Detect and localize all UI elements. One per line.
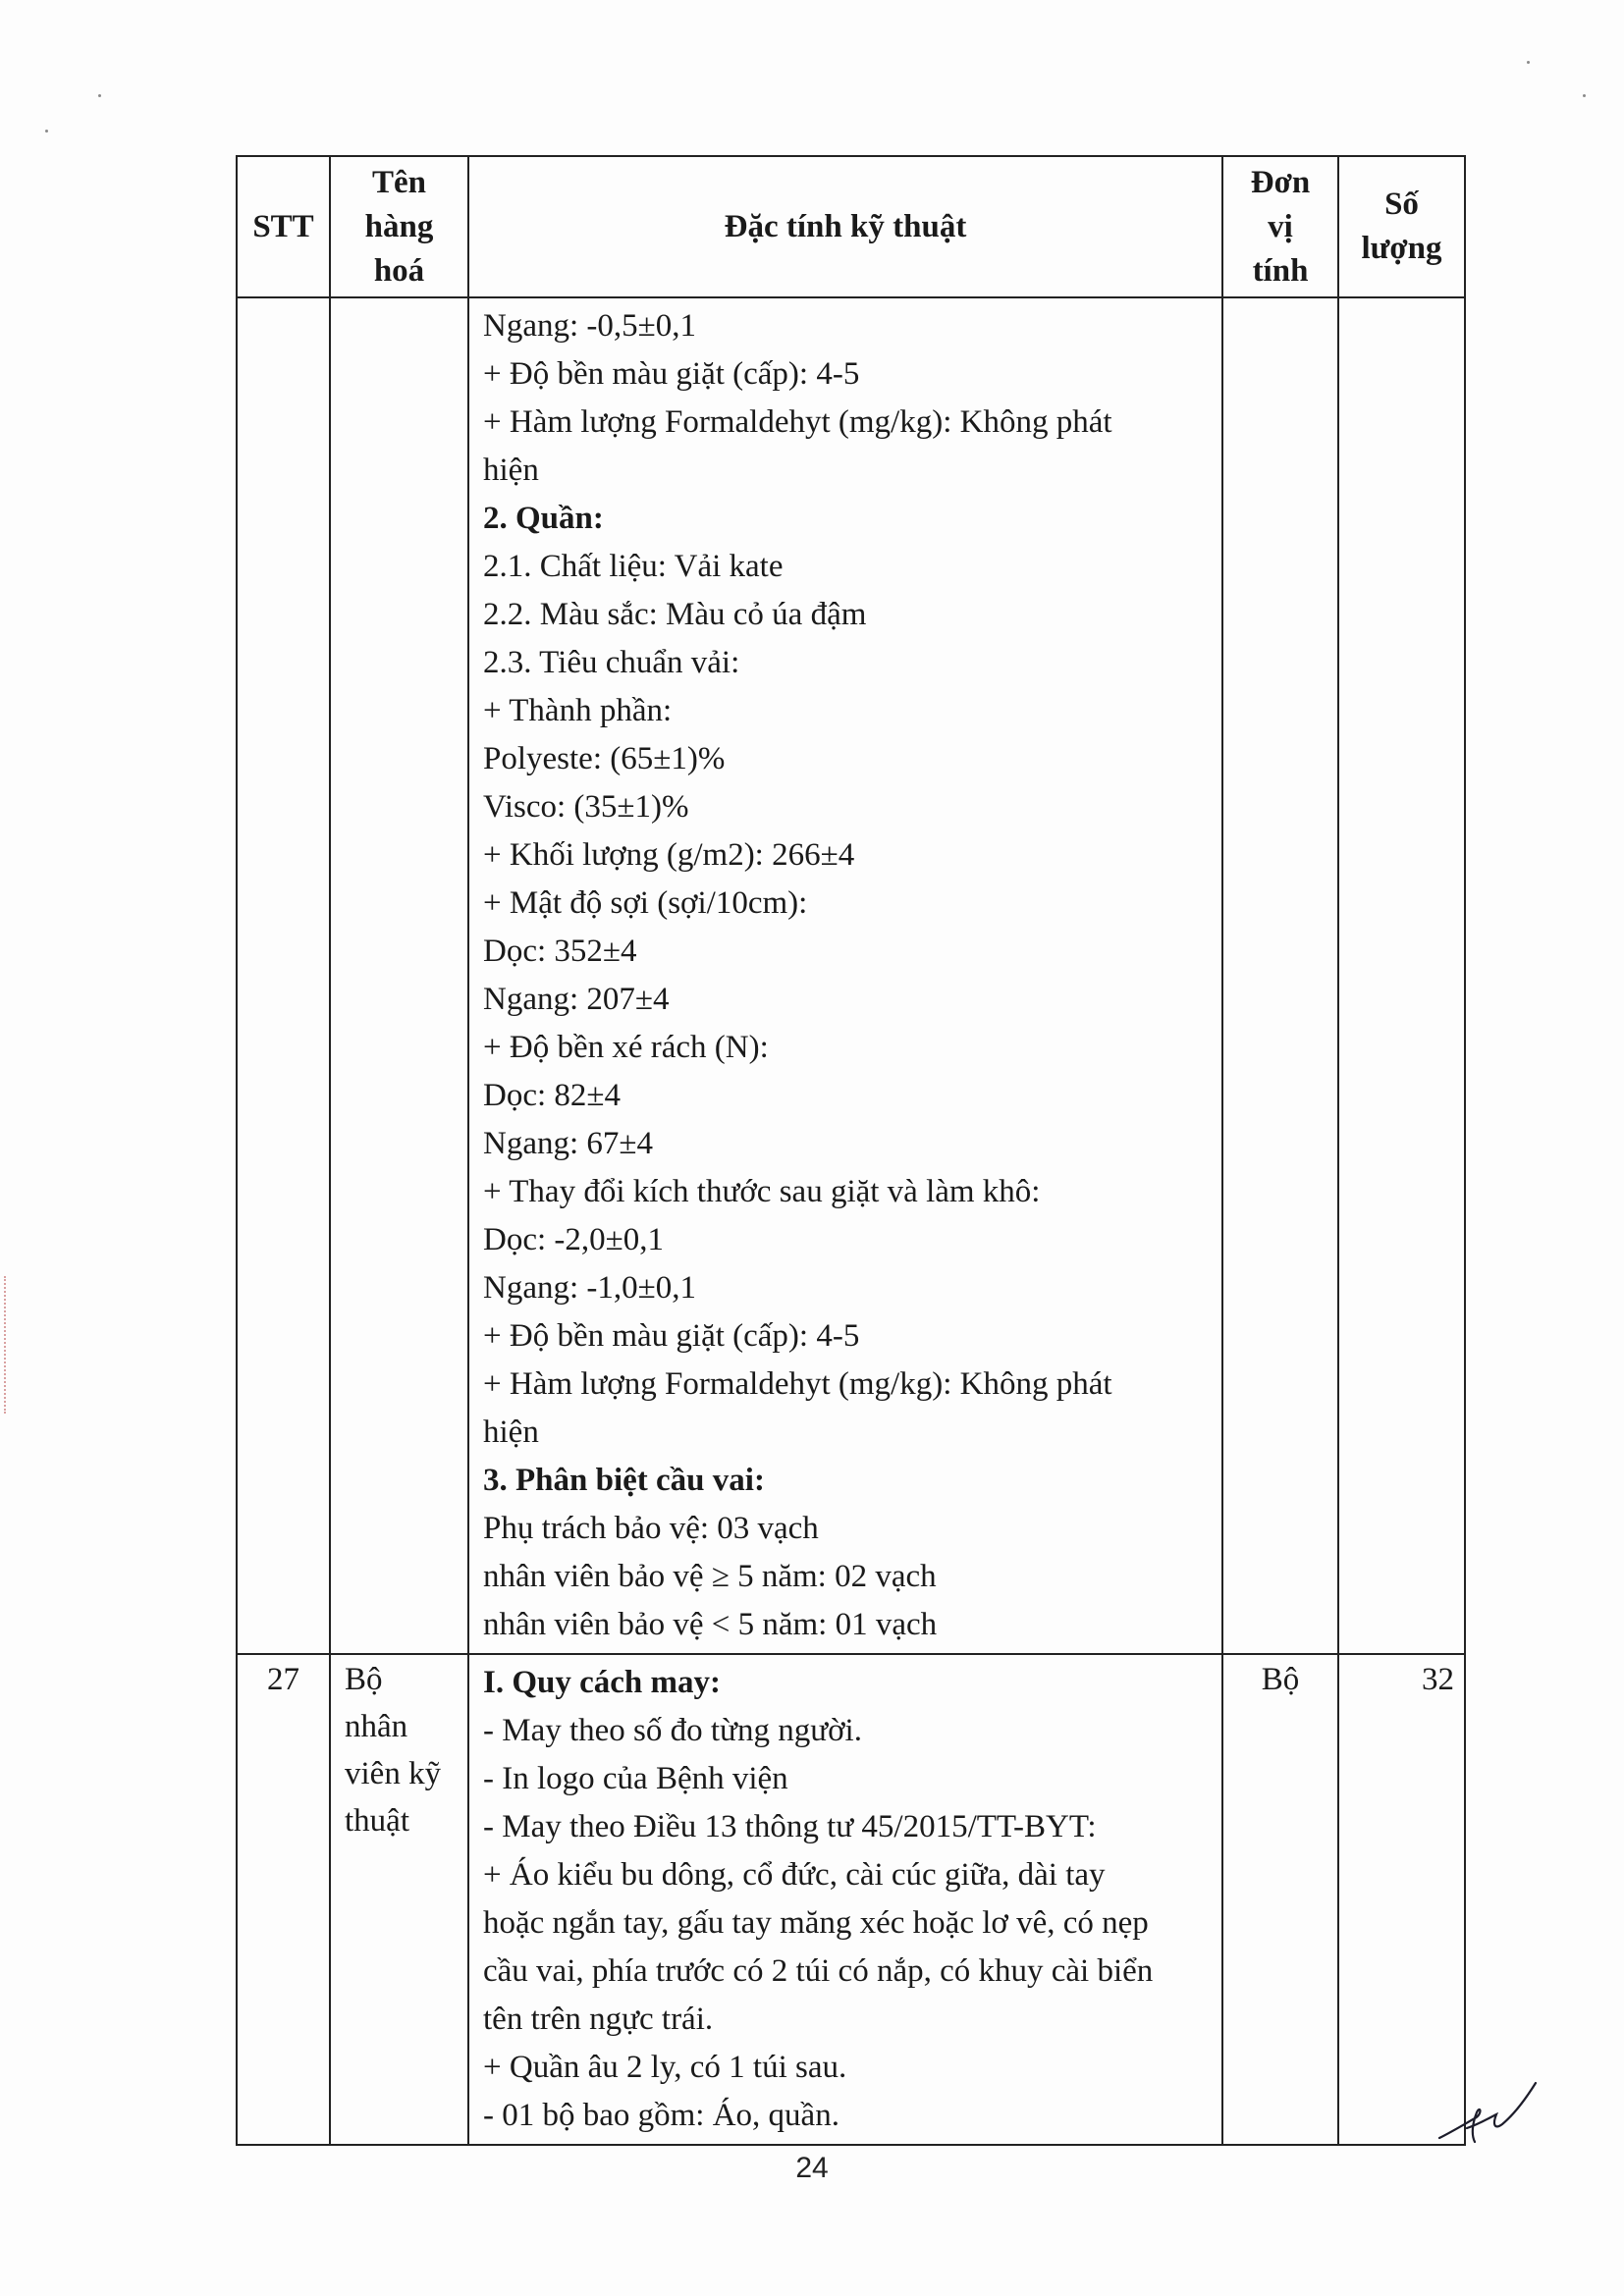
- header-item-name-line: hàng: [364, 208, 434, 244]
- scan-speck: [45, 130, 48, 133]
- spec-line: Dọc: 352±4: [483, 934, 637, 969]
- header-item-name-line: hoá: [373, 252, 425, 289]
- spec-line: 2.1. Chất liệu: Vải kate: [483, 549, 784, 584]
- spec-line: hiện: [483, 1415, 539, 1450]
- spec-line: Ngang: 207±4: [483, 982, 670, 1017]
- cell-stt: [237, 297, 330, 1654]
- cell-quantity: [1338, 297, 1465, 1654]
- spec-line: + Khối lượng (g/m2): 266±4: [483, 837, 855, 873]
- spec-line: Ngang: 67±4: [483, 1126, 654, 1161]
- spec-line: + Độ bền xé rách (N):: [483, 1030, 769, 1065]
- cell-item-name: [330, 297, 468, 1654]
- spec-line: + Hàm lượng Formaldehyt (mg/kg): Không phát: [483, 1366, 1112, 1402]
- header-unit-line: Đơn: [1250, 164, 1311, 200]
- spec-line: 2.2. Màu sắc: Màu cỏ úa đậm: [483, 597, 867, 632]
- handwritten-initials-signature: [1432, 2069, 1540, 2158]
- scan-speck: [1583, 94, 1586, 97]
- cell-technical-spec: [468, 1654, 1222, 2145]
- header-technical-spec: Đặc tính kỹ thuật: [468, 156, 1222, 297]
- spec-line: Ngang: -1,0±0,1: [483, 1270, 696, 1306]
- spec-line: tên trên ngực trái.: [483, 2002, 714, 2037]
- spec-line: - May theo số đo từng người.: [483, 1713, 862, 1748]
- header-quantity-line: Số: [1384, 187, 1419, 222]
- spec-line: hoặc ngắn tay, gấu tay măng xéc hoặc lơ vê, có nẹp: [483, 1905, 1149, 1941]
- cell-unit: [1222, 297, 1338, 1654]
- header-unit-line: vị: [1268, 208, 1293, 244]
- spec-line: Ngang: -0,5±0,1: [483, 308, 696, 344]
- spec-line: + Thay đổi kích thước sau giặt và làm khô:: [483, 1174, 1041, 1209]
- header-unit: [1222, 156, 1338, 297]
- spec-section-heading: 3. Phân biệt cầu vai:: [483, 1463, 765, 1498]
- header-quantity-line: lượng: [1361, 231, 1442, 266]
- cell-item-name: [330, 1654, 468, 2145]
- spec-line: 2.3. Tiêu chuẩn vải:: [483, 645, 740, 680]
- header-unit-line: tính: [1252, 252, 1309, 289]
- spec-line: nhân viên bảo vệ ≥ 5 năm: 02 vạch: [483, 1559, 937, 1594]
- specification-table: [236, 155, 1466, 2146]
- table-row-continued: [237, 297, 1465, 1654]
- spec-line: Visco: (35±1)%: [483, 789, 689, 825]
- spec-line: Dọc: 82±4: [483, 1078, 622, 1113]
- spec-section-heading: I. Quy cách may:: [483, 1665, 721, 1700]
- spec-line: Dọc: -2,0±0,1: [483, 1222, 664, 1257]
- spec-line: - 01 bộ bao gồm: Áo, quần.: [483, 2098, 839, 2133]
- header-quantity: [1338, 156, 1465, 297]
- scan-edge-mark: [4, 1276, 8, 1414]
- spec-line: + Áo kiểu bu dông, cổ đức, cài cúc giữa, dài tay: [483, 1857, 1106, 1893]
- cell-quantity: 32: [1338, 1654, 1465, 2145]
- spec-line: + Hàm lượng Formaldehyt (mg/kg): Không phát: [483, 404, 1112, 440]
- spec-line: + Độ bền màu giặt (cấp): 4-5: [483, 1318, 860, 1354]
- scan-speck: [1527, 61, 1530, 64]
- spec-line: nhân viên bảo vệ < 5 năm: 01 vạch: [483, 1607, 938, 1642]
- header-stt: STT: [237, 156, 330, 297]
- header-item-name-line: Tên: [371, 164, 426, 200]
- spec-section-heading: 2. Quần:: [483, 501, 604, 536]
- spec-line: Phụ trách bảo vệ: 03 vạch: [483, 1511, 819, 1546]
- spec-line: + Độ bền màu giặt (cấp): 4-5: [483, 356, 860, 392]
- page-number: 24: [795, 2152, 829, 2184]
- cell-stt: 27: [237, 1654, 330, 2145]
- item-name-line: viên kỹ: [345, 1756, 442, 1791]
- table-header-row: [237, 156, 1465, 297]
- item-name-line: nhân: [345, 1709, 408, 1744]
- spec-line: + Mật độ sợi (sợi/10cm):: [483, 885, 808, 921]
- spec-line: + Quần âu 2 ly, có 1 túi sau.: [483, 2050, 847, 2085]
- cell-technical-spec: [468, 297, 1222, 1654]
- spec-line: + Thành phần:: [483, 693, 673, 728]
- spec-line: - May theo Điều 13 thông tư 45/2015/TT-BYT:: [483, 1809, 1097, 1844]
- table-row-27: [237, 1654, 1465, 2145]
- item-name-line: thuật: [345, 1803, 409, 1839]
- spec-line: Polyeste: (65±1)%: [483, 741, 726, 776]
- scan-speck: [98, 94, 101, 97]
- spec-line: hiện: [483, 453, 539, 488]
- spec-line: - In logo của Bệnh viện: [483, 1761, 788, 1796]
- spec-line: cầu vai, phía trước có 2 túi có nắp, có khuy cài biển: [483, 1953, 1154, 1989]
- cell-unit: Bộ: [1222, 1654, 1338, 2145]
- item-name-line: Bộ: [345, 1662, 383, 1697]
- header-item-name: [330, 156, 468, 297]
